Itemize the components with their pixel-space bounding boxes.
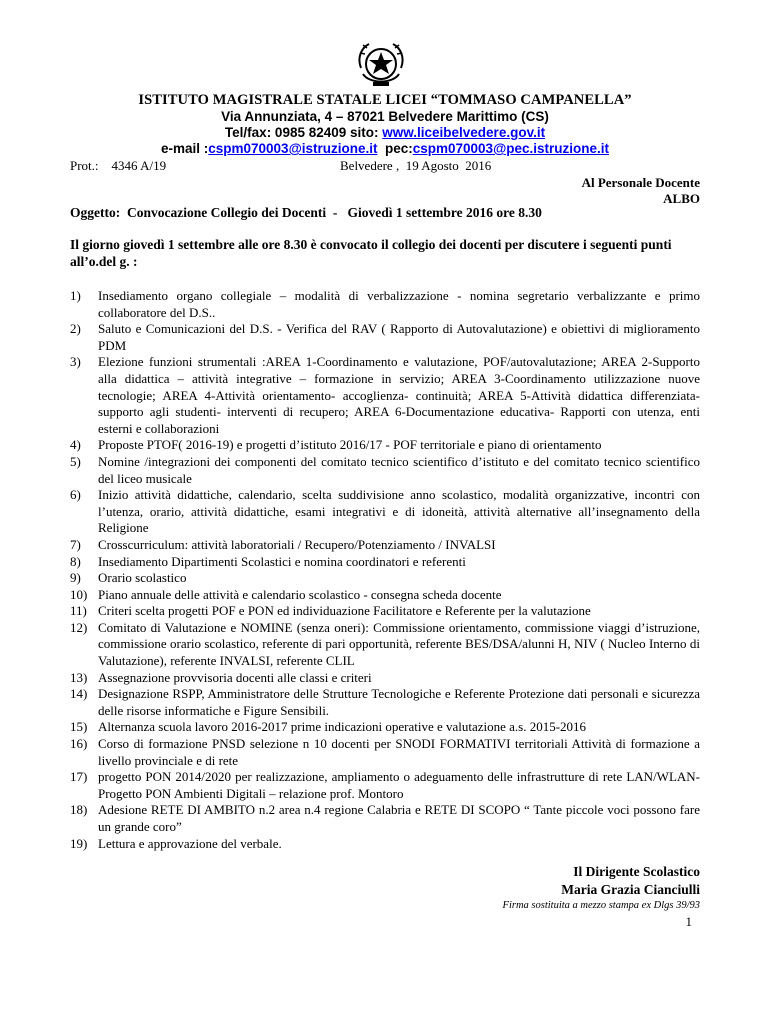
recipient-albo: ALBO <box>663 191 700 206</box>
intro-paragraph: Il giorno giovedì 1 settembre alle ore 8.30 è convocato il collegio dei docenti per discutere i seguenti punti all’o.del g. : <box>70 237 672 269</box>
school-address: Via Annunziata, 4 – 87021 Belvedere Marittimo (CS) <box>221 109 549 124</box>
signature-title: Il Dirigente Scolastico <box>573 864 700 879</box>
list-item: 5) Nomine /integrazioni dei componenti del comitato tecnico scientifico d’istituto e del comitato tecnico scientifico del liceo musicale <box>70 453 700 486</box>
pec-label: pec: <box>377 141 413 156</box>
list-item: 12) Comitato di Valutazione e NOMINE (senza oneri): Commissione orientamento, commissione viaggi d’istruzione, commissione orario scolastico, referente di pari opportunità, referente BES/DSA/alunni H, NIV ( Nucleo Interno di Valutazione), referente INVALSI, referente CLIL <box>70 619 700 669</box>
subject-line: Oggetto: Convocazione Collegio dei Docenti - Giovedì 1 settembre 2016 ore 8.30 <box>70 205 542 220</box>
republic-emblem-icon <box>355 38 407 90</box>
signature-name: Maria Grazia Cianciulli <box>561 882 700 897</box>
list-item: 6) Inizio attività didattiche, calendario, scelta suddivisione anno scolastico, modalità organizzative, incontri con l’utenza, orario, attività didattiche, esami integrativi e di idoneità, attività alternative all’insegnamento della Religione <box>70 487 700 536</box>
list-item: 7) Crosscurriculum: attività laboratoriali / Recupero/Potenziamento / INVALSI <box>70 536 496 552</box>
letter-date: Belvedere , 19 Agosto 2016 <box>340 158 492 173</box>
contact-line <box>0 125 770 140</box>
list-item: 9) Orario scolastico <box>70 570 187 586</box>
website-link[interactable]: www.liceibelvedere.gov.it <box>382 125 546 140</box>
list-item: 13) Assegnazione provvisoria docenti alle classi e criteri <box>70 669 372 685</box>
tel-label: Tel/fax: 0985 82409 sito: <box>224 125 383 140</box>
email-label: e-mail : <box>160 141 209 156</box>
signature-note: Firma sostituita a mezzo stampa ex Dlgs 39/93 <box>502 900 700 911</box>
page-number: 1 <box>685 914 692 929</box>
list-item: 4) Proposte PTOF( 2016-19) e progetti d’istituto 2016/17 - POF territoriale e piano di orientamento <box>70 437 602 453</box>
list-item: 16) Corso di formazione PNSD selezione n 10 docenti per SNODI FORMATIVI territoriali Attività di formazione a livello provinciale e di rete <box>70 736 700 768</box>
list-item: 18) Adesione RETE DI AMBITO n.2 area n.4 regione Calabria e RETE DI SCOPO “ Tante piccole voci possono fare un grande coro” <box>70 802 700 834</box>
list-item: 14) Designazione RSPP, Amministratore delle Strutture Tecnologiche e Referente Protezione dati personali e sicurezza delle risorse informatiche e Figure Sensibili. <box>70 686 700 718</box>
list-item: 8) Insediamento Dipartimenti Scolastici e nomina coordinatori e referenti <box>70 553 466 569</box>
list-item: 11) Criteri scelta progetti POF e PON ed individuazione Facilitatore e Referente per la valutazione <box>70 603 591 619</box>
list-item: 19) Lettura e approvazione del verbale. <box>70 835 282 851</box>
email-link[interactable]: cspm070003@istruzione.it <box>208 141 378 156</box>
protocol-number: Prot.: 4346 A/19 <box>70 158 167 173</box>
list-item: 3) Elezione funzioni strumentali :AREA 1-Coordinamento e valutazione, POF/autovalutazione; AREA 2-Supporto alla didattica – attività integrative – formazione in servizio; AREA 3-Coordinamento utilizzazione nuove tecnologie; AREA 4-Attività orientamento- accoglienza- continuità; AREA 5-Attività didattica differenziata- supporto agli studenti- interventi di recupero; AREA 6-Documentazione educativa- Rapporti con utenza, enti esterni e collaborazioni <box>70 354 700 436</box>
agenda-list <box>70 288 700 852</box>
recipient-staff: Al Personale Docente <box>581 175 700 190</box>
list-item: 10) Piano annuale delle attività e calendario scolastico - consegna scheda docente <box>70 586 502 602</box>
list-item: 17) progetto PON 2014/2020 per realizzazione, ampliamento o adeguamento delle infrastrutture di rete LAN/WLAN- Progetto PON Ambienti Digitali – relazione prof. Montoro <box>70 769 700 801</box>
list-item: 15) Alternanza scuola lavoro 2016-2017 prime indicazioni operative e valutazione a.s. 2015-2016 <box>70 719 587 735</box>
list-item: 1) Insediamento organo collegiale – modalità di verbalizzazione - nomina segretario verbalizzante e primo collaboratore del D.S.. <box>70 288 700 320</box>
email-line <box>0 141 770 156</box>
list-item: 2) Saluto e Comunicazioni del D.S. - Verifica del RAV ( Rapporto di Autovalutazione) e obiettivi di miglioramento PDM <box>70 321 700 353</box>
pec-link[interactable]: cspm070003@pec.istruzione.it <box>412 141 609 156</box>
school-name: ISTITUTO MAGISTRALE STATALE LICEI “TOMMASO CAMPANELLA” <box>138 92 632 108</box>
